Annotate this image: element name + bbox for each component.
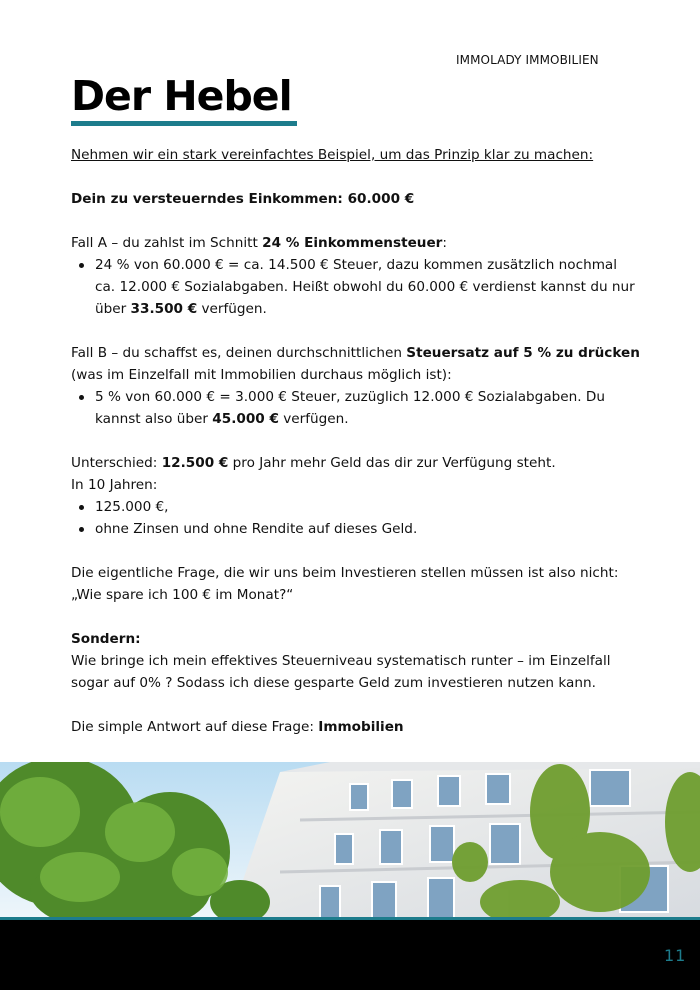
answer-text: Die simple Antwort auf diese Frage: [71,719,319,735]
list-item [71,386,641,430]
question-quote: „Wie spare ich 100 € im Monat?“ [71,587,294,603]
income-heading: Dein zu versteuerndes Einkommen: 60.000 € [71,191,415,207]
brand-header: IMMOLADY IMMOBILIEN [456,53,599,67]
case-b-list [71,386,641,430]
question-line: Die eigentliche Frage, die wir uns beim Investieren stellen müssen ist also nicht: [71,565,619,581]
difference-text: pro Jahr mehr Geld das dir zur Verfügung steht. [228,455,556,471]
footer-bar [0,920,700,990]
case-a-list [71,254,641,320]
main-content [71,144,641,738]
case-b-lead [71,342,641,386]
list-item: ohne Zinsen und ohne Rendite auf dieses Geld. [71,518,641,540]
difference-label: Unterschied: [71,455,162,471]
intro-text: Nehmen wir ein stark vereinfachtes Beispiel, um das Prinzip klar zu machen: [71,147,594,163]
case-b-rate: Steuersatz auf 5 % zu drücken [406,345,640,361]
case-b-lead-text: Fall B – du schaffst es, deinen durchschnittlichen [71,345,407,361]
case-a-lead-end: : [442,235,447,251]
difference-amount: 12.500 € [161,455,229,471]
building-photo [0,762,700,918]
list-item: 125.000 €, [71,496,641,518]
case-b-bullet-end: verfügen. [278,411,349,427]
case-a-amount: 33.500 € [130,301,198,317]
building-illustration [0,762,700,918]
case-a-rate: 24 % Einkommensteuer [262,235,443,251]
case-a-lead-text: Fall A – du zahlst im Schnitt [71,235,263,251]
case-b-bullet-text: 5 % von 60.000 € = 3.000 € Steuer, zuzüglich 12.000 € Sozialabgaben. Du kannst also über [95,389,605,427]
ten-years-list [71,496,641,540]
list-item [71,254,641,320]
case-a-lead [71,232,641,254]
but-text: Wie bringe ich mein effektives Steuerniveau systematisch runter – im Einzelfall sogar auf 0% ? Sodass ich diese gesparte Geld zum investieren nutzen kann. [71,653,611,691]
page-title: Der Hebel [71,72,292,120]
title-underline [71,121,297,126]
case-b-amount: 45.000 € [212,411,279,427]
case-a-bullet-text: 24 % von 60.000 € = ca. 14.500 € Steuer, dazu kommen zusätzlich nochmal ca. 12.000 € Sozialabgaben. Heißt obwohl du 60.000 € verdienst kannst du nur über [95,257,635,317]
but-label: Sondern: [71,631,141,647]
answer-line [71,716,641,738]
answer-keyword: Immobilien [318,719,404,735]
case-a-bullet-end: verfügen. [197,301,267,317]
ten-years-label: In 10 Jahren: [71,477,158,493]
page-number: 11 [664,946,687,965]
difference-line [71,452,641,474]
case-b-lead-end: (was im Einzelfall mit Immobilien durchaus möglich ist): [71,367,452,383]
